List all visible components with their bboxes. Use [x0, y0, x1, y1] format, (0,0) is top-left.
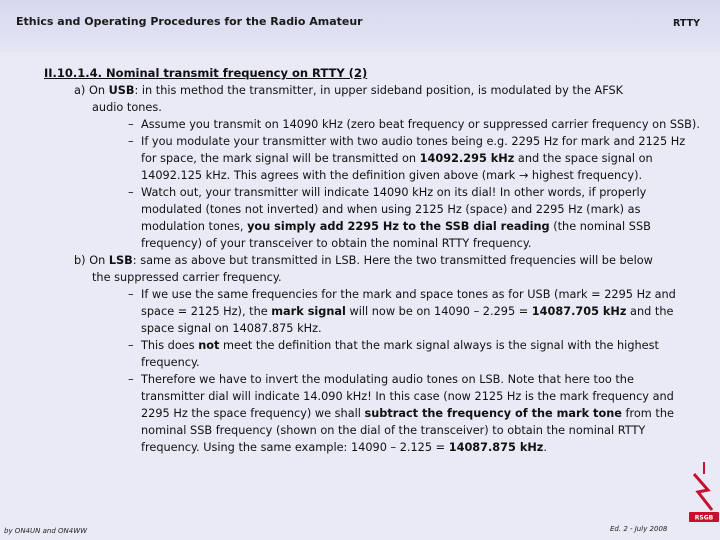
footer-edition: Ed. 2 - July 2008: [610, 525, 668, 533]
bullet-b1: – If we use the same frequencies for the mark and space tones as for USB (mark = 2295 Hz and space = 2125 Hz), the mark signal will now be on 14090 – 2.295 = 14087.705 kHz and the space signal on 14087.875 kHz.: [128, 288, 676, 335]
bullet-a2: – If you modulate your transmitter with two audio tones being e.g. 2295 Hz for mark and 2125 Hz for space, the mark signal will be transmitted on 14092.295 kHz and the space signal on 14092.125 kHz. This agrees with the definition given above (mark → highest frequency).: [128, 135, 686, 182]
rsgb-lightning-logo-icon: [688, 460, 720, 530]
slide-body: [44, 65, 700, 456]
item-marker: b): [74, 254, 86, 267]
bullet-a3: – Watch out, your transmitter will indicate 14090 kHz on its dial! In other words, if properly modulated (tones not inverted) and when using 2125 Hz (space) and 2295 Hz (mark) as modulation tones, you simply add 2295 Hz to the SSB dial reading (the nominal SSB frequency) of your transceiver to obtain the nominal RTTY frequency.: [128, 186, 651, 250]
document-title: Ethics and Operating Procedures for the Radio Amateur: [16, 15, 363, 28]
list-item-b-continuation: the suppressed carrier frequency.: [92, 271, 282, 284]
bullet-b3: – Therefore we have to invert the modulating audio tones on LSB. Note that here too the transmitter dial will indicate 14.090 kHz! In this case (now 2125 Hz is the mark frequency and 2295 Hz the space frequency) we shall subtract the frequency of the mark tone from the nominal SSB frequency (shown on the dial of the transceiver) to obtain the nominal RTTY frequency. Using the same example: 14090 – 2.125 = 14087.875 kHz.: [128, 373, 674, 454]
page-header: [0, 0, 720, 52]
logo-text: RSGB: [694, 514, 714, 522]
bullet-b2: – This does not meet the definition that the mark signal always is the signal with the highest frequency.: [128, 339, 659, 369]
list-item-a: a) On USB: in this method the transmitter, in upper sideband position, is modulated by the AFSK: [74, 84, 624, 97]
bullet-a1: – Assume you transmit on 14090 kHz (zero beat frequency or suppressed carrier frequency on SSB).: [128, 118, 700, 131]
list-item-a-continuation: audio tones.: [92, 101, 162, 114]
section-heading: II.10.1.4. Nominal transmit frequency on RTTY (2): [44, 66, 368, 80]
item-marker: a): [74, 84, 86, 97]
section-label: RTTY: [673, 18, 700, 29]
list-item-b: b) On LSB: same as above but transmitted in LSB. Here the two transmitted frequencies will be below: [74, 254, 653, 267]
footer-authors: by ON4UN and ON4WW: [4, 527, 88, 535]
